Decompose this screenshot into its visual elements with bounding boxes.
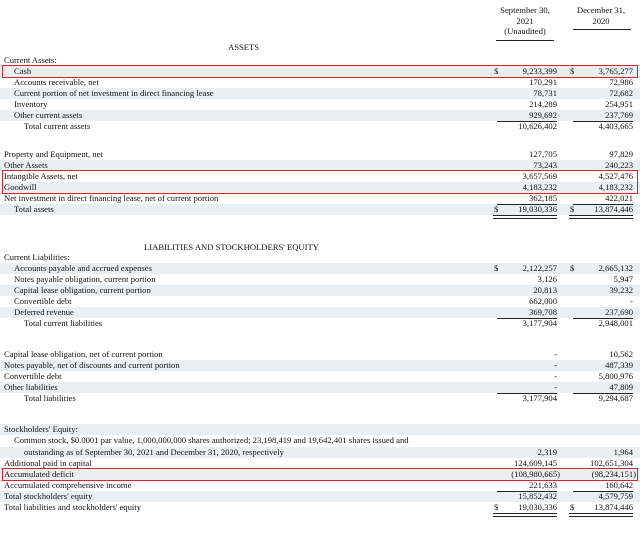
row-label: Cash bbox=[14, 66, 32, 76]
column-header-sep-2021 bbox=[487, 5, 563, 37]
value-dec-2020: 237,690 bbox=[605, 307, 633, 317]
highlight-box bbox=[2, 65, 638, 78]
row-label: Convertible debt bbox=[4, 371, 62, 381]
total-double-underline bbox=[493, 215, 557, 219]
value-sep-2021: 3,657,569 bbox=[522, 171, 557, 181]
value-dec-2020: 10,562 bbox=[609, 349, 633, 359]
value-sep-2021: 214,289 bbox=[529, 99, 557, 109]
column-header-line: (Unaudited) bbox=[504, 26, 546, 36]
value-dec-2020: 2,665,132 bbox=[598, 263, 633, 273]
value-dec-2020: 240,223 bbox=[605, 160, 633, 170]
value-dec-2020: 102,651,304 bbox=[590, 458, 633, 468]
value-sep-2021: 2,319 bbox=[537, 447, 557, 457]
value-sep-2021: 9,233,399 bbox=[522, 66, 557, 76]
value-dec-2020: 4,183,232 bbox=[598, 182, 633, 192]
value-dec-2020: 422,021 bbox=[605, 193, 633, 203]
subtotal-underline bbox=[573, 491, 633, 492]
value-dec-2020: 13,874,446 bbox=[594, 204, 633, 214]
total-double-underline bbox=[569, 215, 633, 219]
currency-symbol: $ bbox=[570, 66, 575, 76]
total-double-underline bbox=[569, 513, 633, 517]
row-label: Net investment in direct financing lease, net of current portion bbox=[4, 193, 219, 203]
value-dec-2020: 97,829 bbox=[609, 149, 633, 159]
row-label: Total liabilities bbox=[24, 393, 76, 403]
value-sep-2021: 19,030,336 bbox=[518, 502, 557, 512]
currency-symbol: $ bbox=[494, 204, 499, 214]
subtotal-underline bbox=[497, 121, 557, 122]
value-sep-2021: 221,633 bbox=[529, 480, 557, 490]
row-label: Accounts receivable, net bbox=[14, 77, 99, 87]
column-header-line: December 31, bbox=[576, 5, 626, 15]
row-label: Other current assets bbox=[14, 110, 83, 120]
value-dec-2020: 39,232 bbox=[609, 285, 633, 295]
value-sep-2021: 15,852,432 bbox=[518, 491, 557, 501]
value-sep-2021: 929,692 bbox=[529, 110, 557, 120]
value-dec-2020: 47,809 bbox=[609, 382, 633, 392]
header-underline bbox=[496, 40, 554, 41]
value-sep-2021: 4,183,232 bbox=[522, 182, 557, 192]
row-label: Capital lease obligation, current portion bbox=[14, 285, 151, 295]
row-label: Accumulated comprehensive income bbox=[4, 480, 132, 490]
currency-symbol: $ bbox=[570, 502, 575, 512]
currency-symbol: $ bbox=[494, 66, 499, 76]
row-label: Current Liabilities: bbox=[4, 252, 70, 262]
row-label: Common stock, $0.0001 par value, 1,000,000,000 shares authorized; 23,198,419 and 19,642,401 shares issued and bbox=[14, 435, 409, 445]
value-sep-2021: 662,000 bbox=[529, 296, 557, 306]
value-dec-2020: 72,986 bbox=[609, 77, 633, 87]
column-header-line: September 30, bbox=[500, 5, 550, 15]
value-sep-2021: 362,185 bbox=[529, 193, 557, 203]
row-label: Current Assets: bbox=[4, 55, 57, 65]
value-sep-2021: 369,708 bbox=[529, 307, 557, 317]
row-label: Current portion of net investment in direct financing lease bbox=[14, 88, 214, 98]
value-sep-2021: 124,609,145 bbox=[514, 458, 557, 468]
row-label: Inventory bbox=[14, 99, 48, 109]
value-dec-2020: 487,339 bbox=[605, 360, 633, 370]
column-header-line: 2021 bbox=[516, 15, 534, 26]
value-sep-2021: - bbox=[554, 382, 557, 392]
row-label: Other liabilities bbox=[4, 382, 58, 392]
value-dec-2020: 254,951 bbox=[605, 99, 633, 109]
row-label: Deferred revenue bbox=[14, 307, 74, 317]
value-dec-2020: 5,800,976 bbox=[598, 371, 633, 381]
value-sep-2021: - bbox=[554, 371, 557, 381]
row-label: Total liabilities and stockholders' equity bbox=[4, 502, 141, 512]
row-label: outstanding as of September 30, 2021 and December 31, 2020, respectively bbox=[24, 447, 284, 457]
value-sep-2021: 3,177,904 bbox=[522, 318, 557, 328]
subtotal-underline bbox=[573, 204, 633, 205]
subtotal-underline bbox=[573, 121, 633, 122]
subtotal-underline bbox=[497, 491, 557, 492]
highlight-box bbox=[2, 468, 638, 481]
row-label: Other Assets bbox=[4, 160, 48, 170]
subtotal-underline bbox=[497, 393, 557, 394]
subtotal-underline bbox=[573, 393, 633, 394]
value-sep-2021: - bbox=[554, 360, 557, 370]
value-sep-2021: 20,813 bbox=[533, 285, 557, 295]
value-sep-2021: 2,122,257 bbox=[522, 263, 557, 273]
currency-symbol: $ bbox=[494, 263, 499, 273]
value-dec-2020: 4,403,665 bbox=[598, 121, 633, 131]
value-sep-2021: - bbox=[554, 349, 557, 359]
row-label: Stockholders' Equity: bbox=[4, 424, 78, 434]
liabilities-title: LIABILITIES AND STOCKHOLDERS' EQUITY bbox=[144, 242, 319, 252]
row-label: Notes payable, net of discounts and current portion bbox=[4, 360, 180, 370]
value-dec-2020: 4,527,476 bbox=[598, 171, 633, 181]
column-header-line: 2020 bbox=[592, 15, 610, 26]
row-label: Total current liabilities bbox=[24, 318, 103, 328]
value-dec-2020: (98,234,151) bbox=[591, 469, 636, 479]
row-label: Total assets bbox=[14, 204, 54, 214]
value-dec-2020: 1,964 bbox=[613, 447, 633, 457]
header-underline bbox=[573, 29, 631, 30]
value-dec-2020: 5,947 bbox=[613, 274, 633, 284]
currency-symbol: $ bbox=[570, 204, 575, 214]
value-sep-2021: 170,291 bbox=[529, 77, 557, 87]
subtotal-underline bbox=[497, 204, 557, 205]
value-dec-2020: - bbox=[630, 296, 633, 306]
value-sep-2021: 10,626,402 bbox=[518, 121, 557, 131]
row-label: Additional paid in capital bbox=[4, 458, 92, 468]
value-sep-2021: 19,030,336 bbox=[518, 204, 557, 214]
value-sep-2021: 3,126 bbox=[537, 274, 557, 284]
row-label: Accounts payable and accrued expenses bbox=[14, 263, 152, 273]
value-dec-2020: 237,769 bbox=[605, 110, 633, 120]
column-header-dec-2020 bbox=[567, 5, 635, 26]
highlight-box bbox=[2, 170, 638, 194]
row-label: Notes payable obligation, current portion bbox=[14, 274, 156, 284]
value-dec-2020: 160,642 bbox=[605, 480, 633, 490]
row-label: Accumulated deficit bbox=[4, 469, 74, 479]
row-label: Total current assets bbox=[24, 121, 91, 131]
row-label: Intangible Assets, net bbox=[4, 171, 78, 181]
value-sep-2021: 78,731 bbox=[533, 88, 557, 98]
row-shading bbox=[0, 424, 640, 435]
value-sep-2021: 73,243 bbox=[533, 160, 557, 170]
row-label: Property and Equipment, net bbox=[4, 149, 103, 159]
value-dec-2020: 72,682 bbox=[609, 88, 633, 98]
value-sep-2021: (108,980,665) bbox=[511, 469, 560, 479]
value-dec-2020: 9,294,687 bbox=[598, 393, 633, 403]
value-dec-2020: 13,874,446 bbox=[594, 502, 633, 512]
value-dec-2020: 3,765,277 bbox=[598, 66, 633, 76]
row-label: Capital lease obligation, net of current portion bbox=[4, 349, 163, 359]
currency-symbol: $ bbox=[570, 263, 575, 273]
row-label: Convertible debt bbox=[14, 296, 72, 306]
value-dec-2020: 4,579,759 bbox=[598, 491, 633, 501]
row-label: Total stockholders' equity bbox=[4, 491, 93, 501]
value-dec-2020: 2,948,001 bbox=[598, 318, 633, 328]
currency-symbol: $ bbox=[494, 502, 499, 512]
row-label: Goodwill bbox=[4, 182, 37, 192]
subtotal-underline bbox=[497, 318, 557, 319]
value-sep-2021: 127,705 bbox=[529, 149, 557, 159]
value-sep-2021: 3,177,904 bbox=[522, 393, 557, 403]
total-double-underline bbox=[493, 513, 557, 517]
subtotal-underline bbox=[573, 318, 633, 319]
assets-title: ASSETS bbox=[228, 42, 260, 52]
